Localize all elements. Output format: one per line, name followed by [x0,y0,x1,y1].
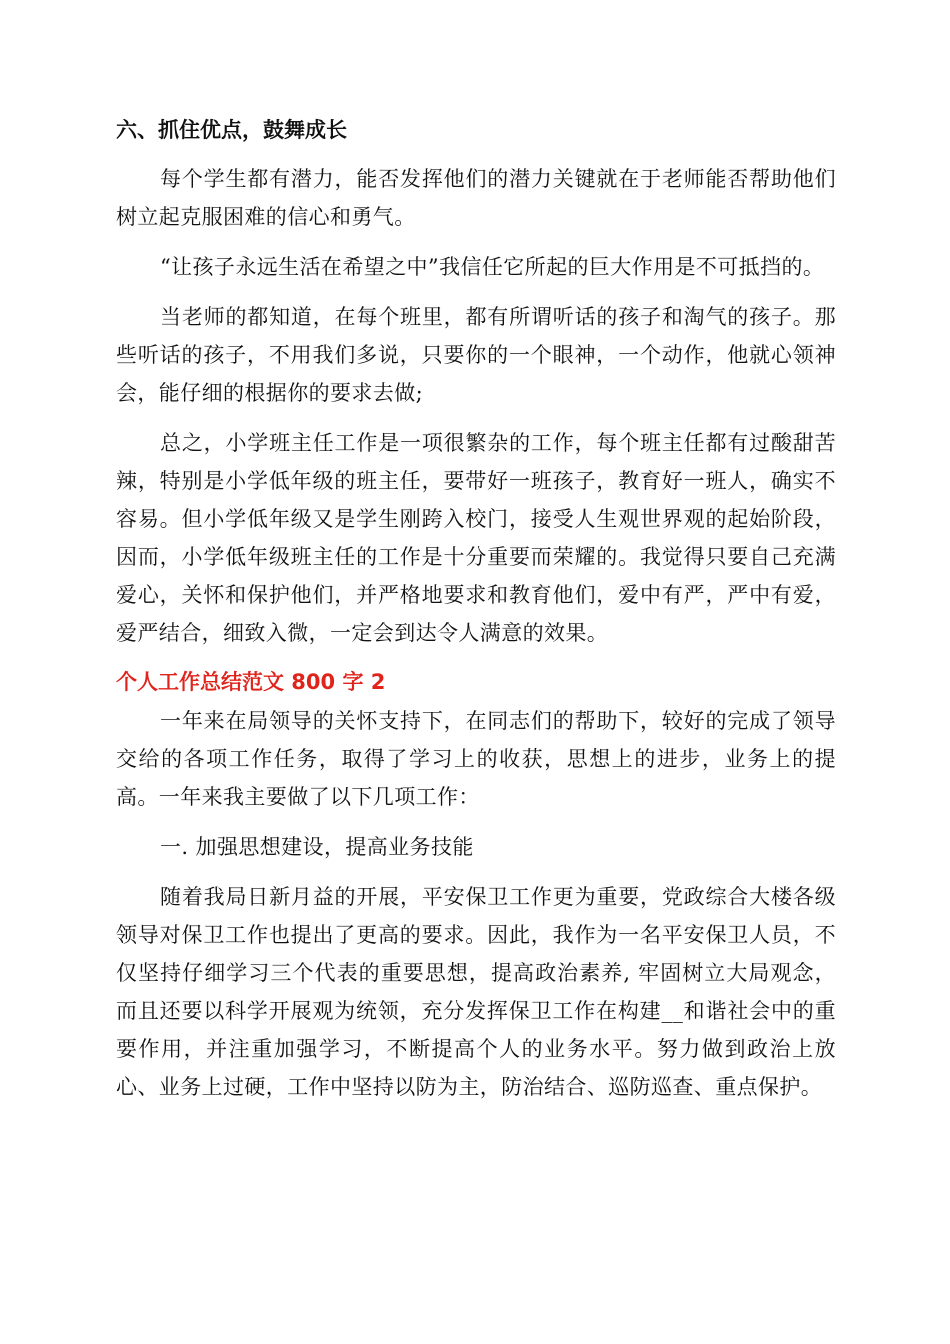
document-body [116,112,836,1118]
paragraph: 一年来在局领导的关怀支持下，在同志们的帮助下，较好的完成了领导交给的各项工作任务，取得了学习上的收获，思想上的进步，业务上的提高。一年来我主要做了以下几项工作： [116,709,836,809]
paragraph: 随着我局日新月益的开展，平安保卫工作更为重要，党政综合大楼各级领导对保卫工作也提出了更高的要求。因此，我作为一名平安保卫人员，不仅坚持仔细学习三个代表的重要思想，提高政治素养, 牢固树立大局观念，而且还要以科学开展观为统领，充分发挥保卫工作在构建__和谐社会中的重要作用，并注重加强学习，不断提高个人的业务水平。努力做到政治上放心、业务上过硬，工作中坚持以防为主，防治结合、巡防巡查、重点保护。 [116,885,836,1099]
paragraph: “让孩子永远生活在希望之中”我信任它所起的巨大作用是不可抵挡的。 [160,255,825,279]
article-title: 个人工作总结范文 800 字 2 [116,670,386,694]
paragraph: 当老师的都知道，在每个班里，都有所谓听话的孩子和淘气的孩子。那些听话的孩子，不用我们多说，只要你的一个眼神，一个动作，他就心领神会，能仔细的根据你的要求去做; [116,305,836,405]
paragraph: 每个学生都有潜力，能否发挥他们的潜力关键就在于老师能否帮助他们树立起克服困难的信心和勇气。 [116,167,836,229]
paragraph: 总之，小学班主任工作是一项很繁杂的工作，每个班主任都有过酸甜苦辣，特别是小学低年级的班主任，要带好一班孩子，教育好一班人，确实不容易。但小学低年级又是学生刚跨入校门，接受人生观世界观的起始阶段，因而，小学低年级班主任的工作是十分重要而荣耀的。我觉得只要自己充满爱心，关怀和保护他们，并严格地要求和教育他们，爱中有严，严中有爱，爱严结合，细致入微，一定会到达令人满意的效果。 [116,431,836,645]
subheading-paragraph: 一. 加强思想建设，提高业务技能 [160,835,474,859]
section-heading: 六、抓住优点，鼓舞成长 [116,118,347,142]
